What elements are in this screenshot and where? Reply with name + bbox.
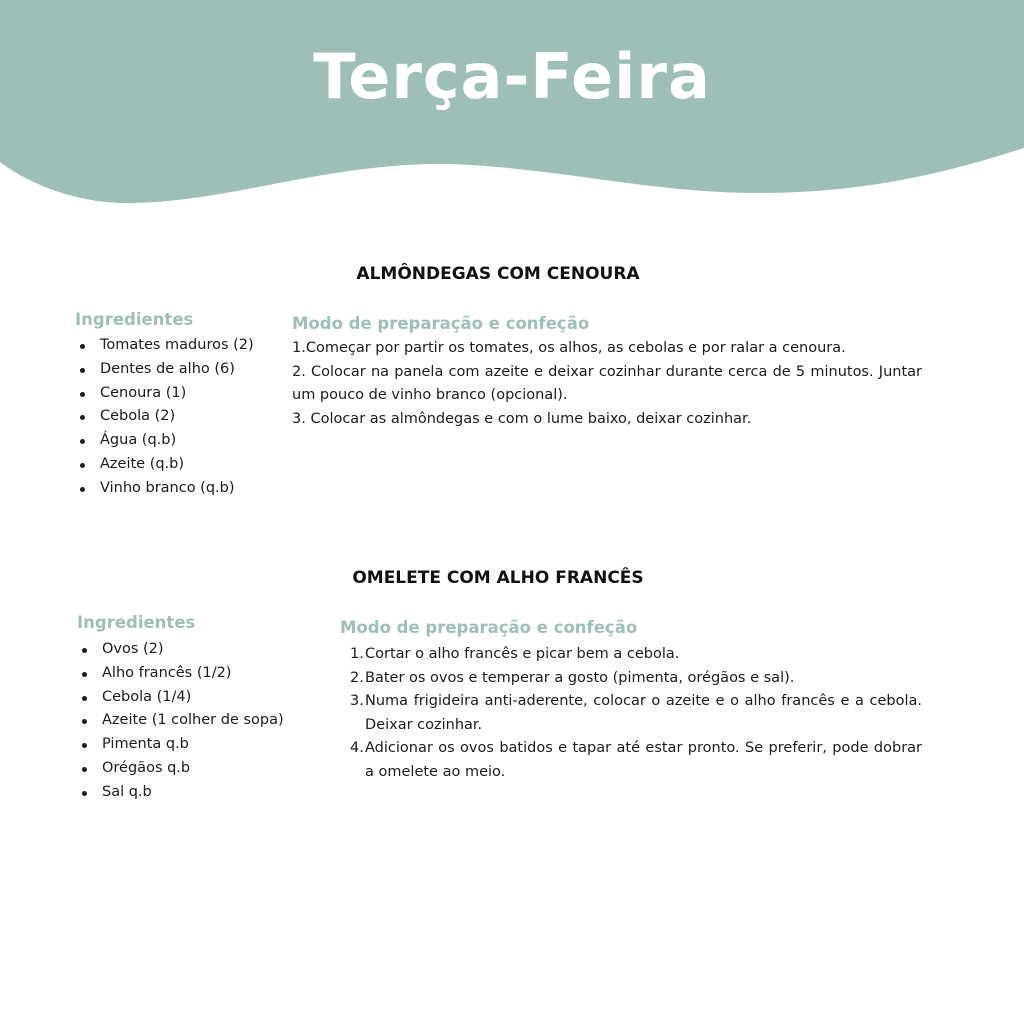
ingredient-item: Cebola (2) <box>76 405 254 429</box>
ingredient-item: Azeite (q.b) <box>76 453 254 477</box>
prep-step <box>340 690 922 737</box>
prep-step: 3. Colocar as almôndegas e com o lume baixo, deixar cozinhar. <box>292 410 752 427</box>
ingredient-item: Alho francês (1/2) <box>78 662 284 686</box>
ingredients-list <box>78 638 284 805</box>
ingredient-item: Dentes de alho (6) <box>76 358 254 382</box>
ingredient-item: Orégãos q.b <box>78 757 284 781</box>
step-text: Bater os ovos e temperar a gosto (pimenta, orégãos e sal). <box>365 669 795 686</box>
ingredients-list <box>76 334 254 501</box>
ingredient-item: Ovos (2) <box>78 638 284 662</box>
ingredients-heading: Ingredientes <box>77 613 196 632</box>
ingredient-item: Pimenta q.b <box>78 733 284 757</box>
prep-steps <box>340 643 922 784</box>
ingredient-item: Azeite (1 colher de sopa) <box>78 709 284 733</box>
ingredients-heading: Ingredientes <box>75 310 194 329</box>
step-number: 1. <box>350 646 364 662</box>
prep-heading: Modo de preparação e confeção <box>340 618 638 637</box>
ingredient-item: Cenoura (1) <box>76 382 254 406</box>
ingredient-item: Vinho branco (q.b) <box>76 477 254 501</box>
recipe-title: OMELETE COM ALHO FRANCÊS <box>352 568 644 588</box>
step-number: 4. <box>350 740 364 756</box>
prep-heading: Modo de preparação e confeção <box>292 314 590 333</box>
recipe-title: ALMÔNDEGAS COM CENOURA <box>356 264 640 284</box>
prep-steps <box>292 337 922 431</box>
page-title: Terça-Feira <box>313 40 711 113</box>
step-number: 2. <box>350 669 364 686</box>
step-number: 3. <box>350 693 364 709</box>
ingredient-item: Água (q.b) <box>76 429 254 453</box>
ingredient-item: Sal q.b <box>78 781 284 805</box>
ingredient-item: Cebola (1/4) <box>78 686 284 710</box>
prep-step <box>340 667 922 691</box>
ingredient-item: Tomates maduros (2) <box>76 334 254 358</box>
step-text: Cortar o alho francês e picar bem a cebola. <box>365 646 680 662</box>
prep-step: 2. Colocar na panela com azeite e deixar cozinhar durante cerca de 5 minutos. Juntar um pouco de vinho branco (opcional). <box>292 363 922 403</box>
step-text: Adicionar os ovos batidos e tapar até estar pronto. Se preferir, pode dobrar a omelete ao meio. <box>365 740 922 780</box>
prep-step <box>340 737 922 784</box>
prep-step: 1.Começar por partir os tomates, os alhos, as cebolas e por ralar a cenoura. <box>292 340 846 356</box>
step-text: Numa frigideira anti-aderente, colocar o azeite e o alho francês e a cebola. Deixar cozinhar. <box>365 693 922 733</box>
prep-step <box>340 643 922 667</box>
